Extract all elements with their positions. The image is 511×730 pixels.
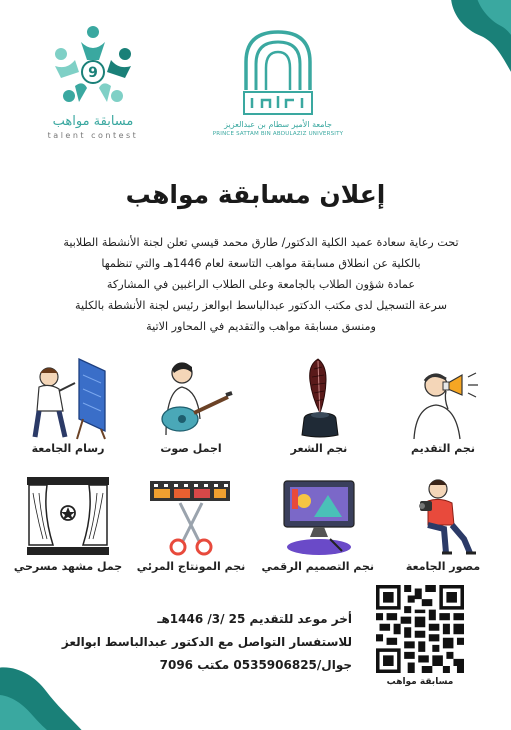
digital-design-monitor-icon	[274, 473, 364, 558]
talent-categories	[14, 355, 498, 575]
category-label: نجم المونتاج المرئي	[136, 560, 246, 573]
body-line: سرعة التسجيل لدى مكتب الدكتور عبدالباسط ابوالعز رئيس لجنة الأنشطة بالكلية	[75, 299, 447, 312]
category-label: نجم التصميم الرقمي	[261, 560, 374, 573]
phone-text: جوال/0535906825 مكتب 7096	[159, 658, 352, 672]
university-name-arabic: جامعة الأمير سطام بن عبدالعزيز	[224, 120, 332, 129]
category-label: جمل مشهد مسرحي	[13, 560, 123, 573]
category-label: نجم الشعر	[290, 442, 348, 455]
theater-stage-icon	[23, 473, 113, 558]
qr-caption: مسابقة مواهب	[386, 677, 454, 687]
category-theater	[13, 473, 123, 578]
body-line: ومنسق مسابقة مواهب والتقديم في المحاور الاتية	[146, 320, 376, 333]
contact-info	[40, 608, 352, 677]
category-photography	[388, 473, 498, 578]
university-arch-icon	[242, 28, 314, 118]
category-poetry	[264, 355, 374, 460]
body-line: بالكلية عن انطلاق مسابقة مواهب التاسعة لعام 1446هـ والتي تنظمها	[101, 257, 421, 270]
page-title: إعلان مسابقة مواهب	[125, 180, 386, 209]
deadline-text: أخر موعد للتقديم 25 /3/ 1446هـ	[157, 612, 352, 626]
category-label: مصور الجامعة	[405, 560, 481, 573]
painter-easel-icon	[23, 355, 113, 440]
guitar-singer-icon	[146, 355, 236, 440]
corner-decoration-top-right	[439, 0, 511, 86]
body-line: تحت رعاية سعادة عميد الكلية الدكتور/ طارق محمد قيسي تعلن لجنة الأنشطة الطلابية	[63, 236, 459, 249]
qr-code-icon[interactable]	[376, 585, 464, 673]
category-voice	[136, 355, 246, 460]
category-presenting	[388, 355, 498, 460]
body-line: عمادة شؤون الطلاب بالجامعة وعلى الطلاب الراغبين في المشاركة	[106, 278, 416, 291]
presenter-megaphone-icon	[398, 355, 488, 440]
university-logo	[190, 28, 366, 153]
category-painting	[13, 355, 123, 460]
quill-inkwell-icon	[274, 355, 364, 440]
film-editing-scissors-icon	[146, 473, 236, 558]
qr-section	[372, 585, 468, 687]
category-video-editing	[136, 473, 246, 578]
photographer-icon	[398, 473, 488, 558]
category-digital-design	[261, 473, 374, 578]
svg-text:9: 9	[88, 65, 98, 81]
contest-logo	[28, 20, 158, 165]
category-label: رسام الجامعة	[31, 442, 105, 455]
contest-name: مسابقة مواهب	[52, 114, 134, 129]
university-name-english: PRINCE SATTAM BIN ABDULAZIZ UNIVERSITY	[212, 131, 344, 137]
inquiry-text: للاستفسار التواصل مع الدكتور عبدالباسط ابوالعز	[61, 635, 352, 649]
contest-subtitle: talent contest	[47, 131, 139, 140]
category-label: اجمل صوت	[160, 442, 222, 455]
announcement-body	[28, 232, 494, 337]
contest-emblem-icon	[45, 20, 141, 112]
category-label: نجم التقديم	[411, 442, 475, 455]
